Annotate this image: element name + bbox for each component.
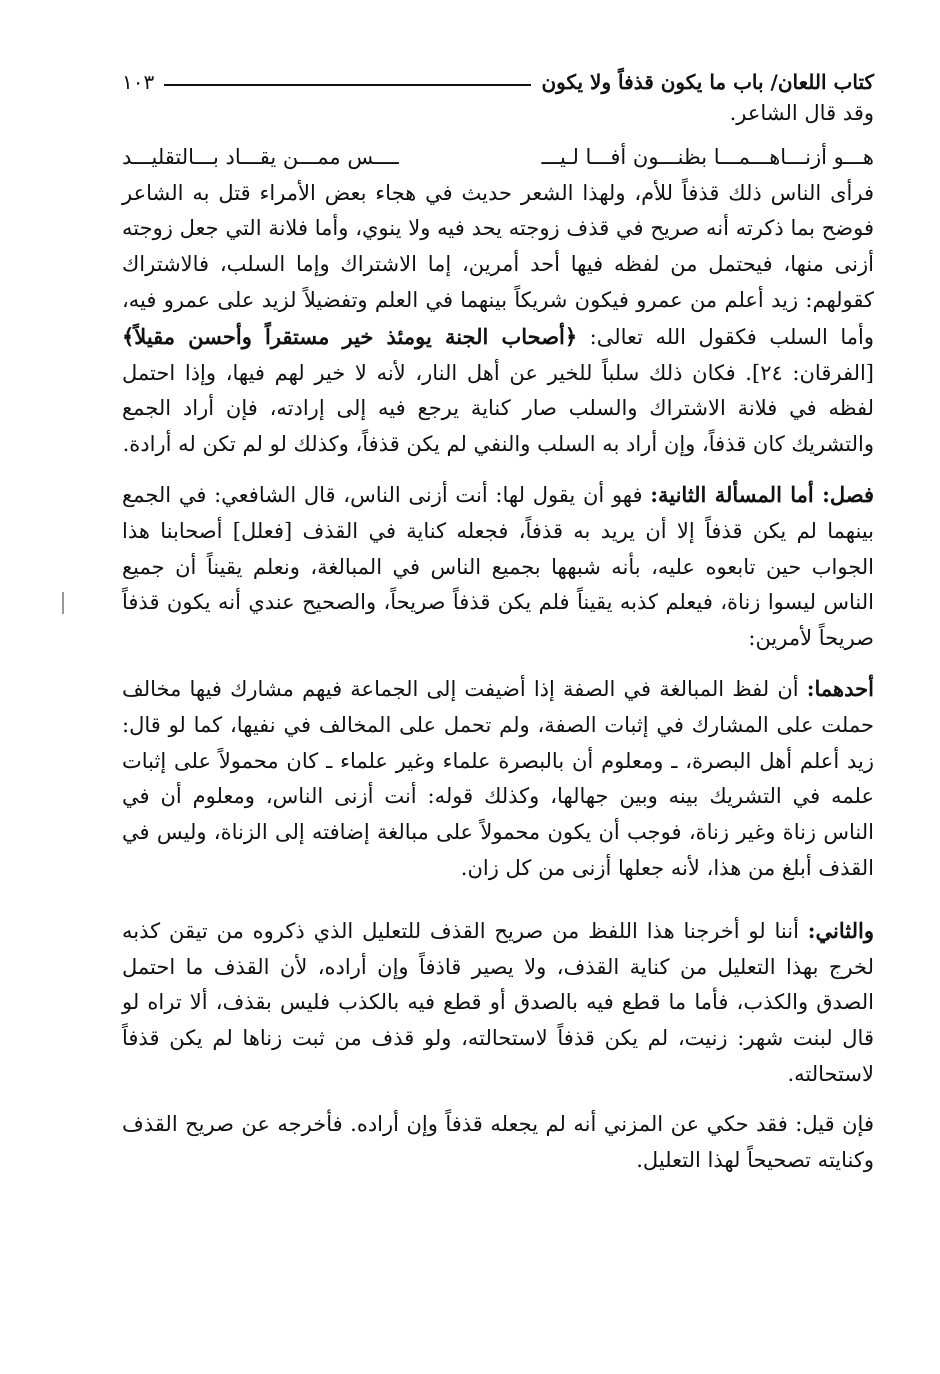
paragraph-4-text: أننا لو أخرجنا هذا اللفظ من صريح القذف للتعليل الذي ذكروه من تيقن كذبه لخرج بهذا التعليل من كناية القذف، ولا يصير قاذفاً وإن أراده، لأن القذف ما احتمل الصدق والكذب، فأما ما قطع فيه بالصدق أو قطع فيه بالكذب فليس بقذف، ألا تراه لو قال لبنت شهر: زنيت، لم يكن قذفاً لاستحالته، ولو قذف من ثبت زناها لم يكن قذفاً لاستحالته. <box>122 918 874 1086</box>
paragraph-1-tail: [الفرقان: ٢٤]. فكان ذلك سلباً للخير عن أهل النار، لأنه لا خير لهم فيها، وإذا احتمل لفظه في فلانة الاشتراك والسلب صار كناية يرجع فيه إلى إرادته، فإن أراد الجمع والتشريك كان قذفاً، وإن أراد به السلب والنفي لم يكن قذفاً، وكذلك لو لم تكن له أرادة. <box>122 360 874 457</box>
page-number: ١٠٣ <box>122 70 155 94</box>
paragraph-5: فإن قيل: فقد حكي عن المزني أنه لم يجعله قذفاً وإن أراده. فأخرجه عن صريح القذف وكنايته تصحيحاً لهذا التعليل. <box>122 1111 874 1172</box>
paragraph-2-text: فهو أن يقول لها: أنت أزنى الناس، قال الشافعي: في الجمع بينهما لم يكن قذفاً إلا أن يريد به قذفاً، فجعله كناية في القذف [فعلل] أصحابنا هذا الجواب حين تابعوه عليه، بأنه شبهها بجميع الناس في المبالغة، ونعلم يقيناً أن جميع الناس ليسوا زناة، فيعلم كذبه يقيناً فلم يكن قذفاً صريحاً، والصحيح عندي أنه يكون قذفاً صريحاً لأمرين: <box>122 482 874 651</box>
poem-first-hemistich: هـــو أزنـــاهـــمـــا بظنـــون أفـــا لـيـــ <box>541 144 874 169</box>
second-reason-heading: والثاني: <box>807 917 874 943</box>
chapter-title: كتاب اللعان/ باب ما يكون قذفاً ولا يكون <box>541 70 874 94</box>
poem-verse <box>122 140 874 176</box>
section-heading: فصل: أما المسألة الثانية: <box>650 481 874 507</box>
header-rule <box>164 84 531 86</box>
paragraph-1-text: فرأى الناس ذلك قذفاً للأم، ولهذا الشعر حديث في هجاء بعض الأمراء قتل به الشاعر فوضح بما ذكرته أنه صريح في قذف زوجته يحد فيه ولا ينوي، وأما فلانة التي جعل زوجته أزنى منها، فيحتمل من لفظه فيها أحد أمرين، إما الاشتراك وإما السلب، فالاشتراك كقولهم: زيد أعلم من عمرو فيكون شريكاً بينهما في العلم وتفضيلاً لزيد على عمرو فيه، وأما السلب فكقول الله تعالى: <box>122 180 874 349</box>
margin-mark <box>62 592 64 614</box>
paragraph-3-text: أن لفظ المبالغة في الصفة إذا أضيفت إلى الجماعة فيهم مشارك فيها مخالف حملت على المشارك في إثبات الصفة، ولم تحمل على المخالف في نفيها، كما لو قال: زيد أعلم أهل البصرة، ـ ومعلوم أن بالبصرة علماء وغير علماء ـ كان محمولاً على إثبات علمه في التشريك بينه وبين جهالها، وكذلك قوله: أنت أزنى الناس، ومعلوم أن في الناس زناة وغير زناة، فوجب أن يكون محمولاً على مبالغة إضافته إلى الزناة، وليس في القذف أبلغ من هذا، لأنه جعلها أزنى من كل زان. <box>122 676 874 880</box>
first-reason-heading: أحدهما: <box>806 675 874 701</box>
quran-quote: ﴿أصحاب الجنة يومئذ خير مستقراً وأحسن مقيلاً﴾ <box>122 323 578 349</box>
paragraph-1 <box>122 176 874 463</box>
paragraph-2 <box>122 477 874 657</box>
page-body <box>122 96 874 1178</box>
paragraph-4 <box>122 913 874 1093</box>
poem-second-hemistich: ــــس ممـــن يقـــاد بـــالتقليـــد <box>122 144 399 169</box>
poet-intro: وقد قال الشاعر. <box>729 101 874 125</box>
running-header <box>122 60 874 94</box>
paragraph-3 <box>122 671 874 887</box>
